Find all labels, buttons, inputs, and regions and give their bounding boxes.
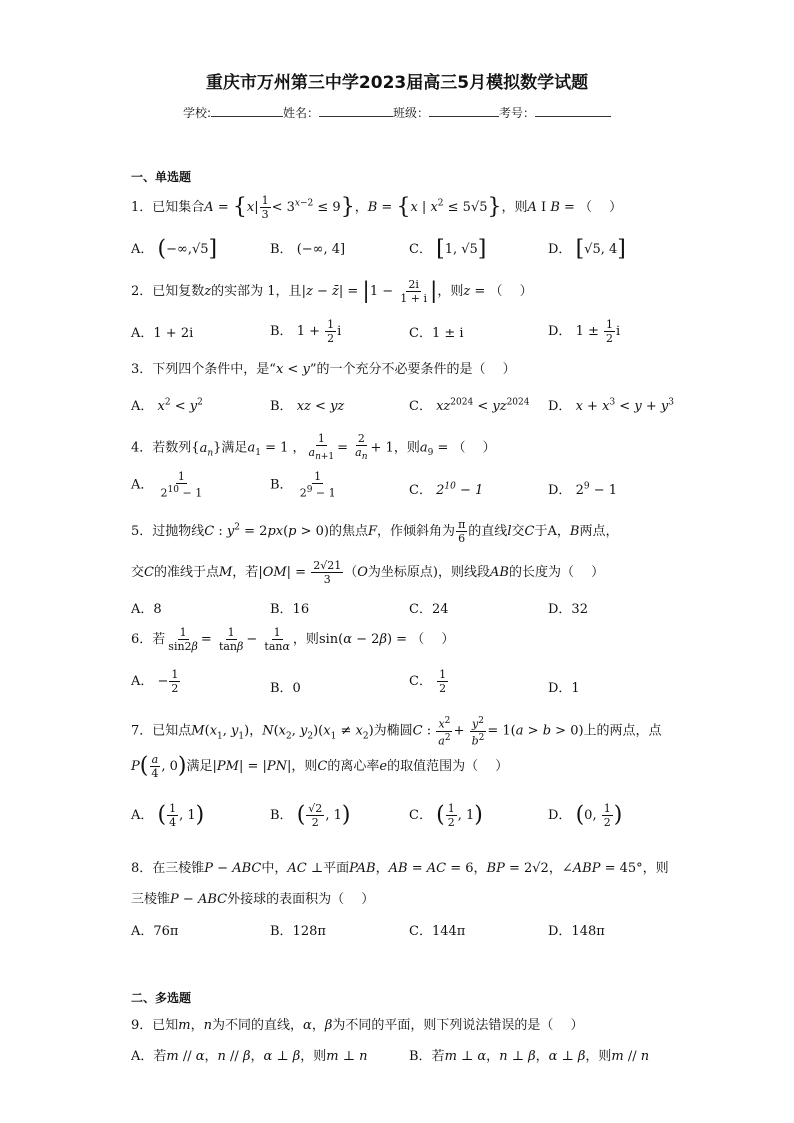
class-label: 班级： — [393, 106, 430, 120]
q7-option-a[interactable]: A． ( $\frac{1}{4}$ , 1) — [131, 802, 205, 829]
q1-option-c[interactable]: C． [1, √5] — [409, 236, 487, 262]
student-info-line — [0, 104, 794, 121]
q2-option-c[interactable]: C．1 ± i — [409, 326, 464, 341]
q4-option-a[interactable]: A． $\frac{1}{2^{10} - 1}$ — [131, 470, 203, 500]
question-9: 9．已知m，n为不同的直线，α，β为不同的平面，则下列说法错误的是（ ） — [131, 1018, 584, 1033]
q5-option-a[interactable]: A．8 — [131, 602, 162, 617]
q2-option-a[interactable]: A．1 + 2i — [131, 326, 194, 341]
q3-option-c[interactable]: C． $xz^{2024} < yz^{2024}$ — [409, 397, 530, 414]
q5-option-b[interactable]: B．16 — [270, 602, 310, 617]
exam-no-label: 考号： — [499, 106, 536, 120]
question-2: 2．已知复数z的实部为 1，且|z − z̄| = |1 − $\frac{2i}{1 + i}$ |，则z = （ ） — [131, 278, 533, 305]
exam-no-blank[interactable] — [535, 105, 611, 117]
q9-option-b[interactable]: B．若m ⊥ α，n ⊥ β，α ⊥ β，则m // n — [409, 1049, 650, 1064]
question-7-line-1: 7．已知点$M(x_1$, $y_1$)，$N(x_2$, $y_2)(x_1 \ne x_2)$为椭圆C : $\frac{x^2}{a^2}$ + $\frac{y^2}{b^2}$ = 1(a > b > 0)上的两点，点 — [131, 716, 662, 748]
question-5-line-2: 交C的准线于点M，若|OM| = $\frac{2√21}{3}$ （O为坐标原点)，则线段AB的长度为（ ） — [131, 559, 605, 586]
q8-option-c[interactable]: C．144π — [409, 924, 466, 939]
q3-option-b[interactable]: B． xz < yz — [270, 399, 345, 414]
q7-option-b[interactable]: B． ( $\frac{√2}{2}$ , 1) — [270, 802, 351, 829]
page-title: 重庆市万州第三中学2023届高三5月模拟数学试题 — [205, 73, 589, 93]
name-label: 姓名： — [283, 106, 320, 120]
q9-option-a[interactable]: A．若m // α，n // β，α ⊥ β，则m ⊥ n — [131, 1049, 368, 1064]
q8-option-b[interactable]: B．128π — [270, 924, 326, 939]
q4-option-c[interactable]: C． $2^{10} - 1$ — [409, 481, 484, 498]
q2-option-d[interactable]: D． 1 ± $\frac{1}{2}$ i — [548, 318, 621, 345]
question-5-line-1: 5．过抛物线C : $y^2 = 2px(p > 0)$的焦点F，作倾斜角为 $\frac{\pi}{6}$ 的直线l交C于A，B两点， — [131, 518, 619, 545]
q2-option-b[interactable]: B． 1 + $\frac{1}{2}$ i — [270, 318, 342, 345]
question-8-line-2: 三棱锥P − ABC外接球的表面积为（ ） — [131, 892, 375, 907]
q3-option-d[interactable]: D． $x + x^3 < y + y^3$ — [548, 397, 674, 414]
section-multiple-choice: 二、多选题 — [131, 991, 192, 1005]
question-8-line-1: 8．在三棱锥P − ABC中，AC ⊥平面PAB，AB = AC = 6，BP = 2√2，∠ABP = 45°，则 — [131, 861, 669, 876]
question-6: 6．若 $\frac{1}{\sin 2\beta}$ = $\frac{1}{\tan\beta}$ − $\frac{1}{\tan\alpha}$ ，则sin(α − 2β) = （ ） — [131, 626, 455, 653]
q1-option-b[interactable]: B． (−∞, 4] — [270, 242, 346, 257]
q7-option-d[interactable]: D． (0, $\frac{1}{2}$ ) — [548, 802, 623, 829]
question-3: 3．下列四个条件中，是“x < y”的一个充分不必要条件的是（ ） — [131, 362, 516, 377]
q3-option-a[interactable]: A． $x^2 < y^2$ — [131, 397, 203, 414]
q6-option-d[interactable]: D．1 — [548, 681, 580, 696]
school-label: 学校: — [182, 106, 211, 120]
q8-option-d[interactable]: D．148π — [548, 924, 605, 939]
q7-option-c[interactable]: C． ( $\frac{1}{2}$ , 1) — [409, 802, 483, 829]
name-blank[interactable] — [319, 105, 393, 117]
school-blank[interactable] — [211, 105, 283, 117]
question-4: 4．若数列$\{a_n\}$满足$a_1 = 1$ ， $\frac{1}{a_{n+1}}$ = $\frac{2}{a_n}$ + 1，则$a_9$ = （ ） — [131, 432, 496, 463]
q1-option-d[interactable]: D． [√5, 4] — [548, 236, 626, 262]
q8-option-a[interactable]: A．76π — [131, 924, 179, 939]
q5-option-c[interactable]: C．24 — [409, 602, 449, 617]
q4-option-d[interactable]: D． $2^9 - 1$ — [548, 481, 618, 498]
q4-option-b[interactable]: B． $\frac{1}{2^9 - 1}$ — [270, 470, 336, 500]
q6-option-b[interactable]: B．0 — [270, 681, 301, 696]
section-single-choice: 一、单选题 — [131, 170, 192, 184]
question-7-line-2: P( $\frac{a}{4}$ , 0)满足|PM| = |PN|，则C的离心率e的取值范围为（ ） — [131, 753, 509, 780]
q1-option-a[interactable]: A． (−∞,√5] — [131, 236, 218, 262]
q5-option-d[interactable]: D．32 — [548, 602, 588, 617]
class-blank[interactable] — [429, 105, 499, 117]
q6-option-c[interactable]: C． $\frac{1}{2}$ — [409, 668, 447, 695]
question-1: 1．已知集合A = {x| $\frac{1}{3}$ < $3^{x-2} \le 9$}，B = {x | $x^2 \le 5√5$}，则A I B = （ ） — [131, 194, 623, 221]
q6-option-a[interactable]: A． − $\frac{1}{2}$ — [131, 668, 179, 695]
